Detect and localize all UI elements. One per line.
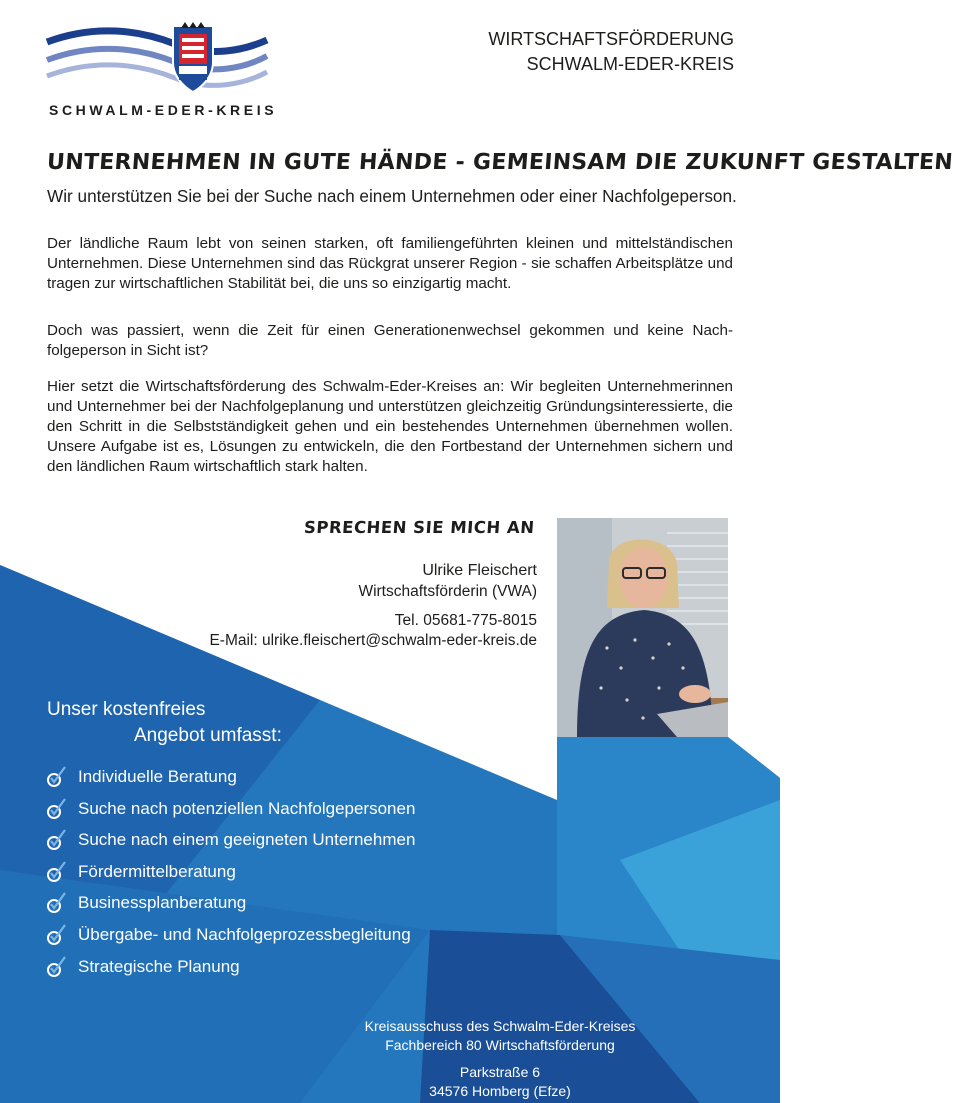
coat-of-arms-icon: [173, 22, 213, 92]
paragraph: Doch was passiert, wenn die Zeit für einen Generationenwechsel gekommen und keine Nachfolgeperson in Sicht ist?: [47, 322, 733, 359]
check-circle-icon: [45, 860, 67, 884]
logo: [45, 22, 278, 122]
list-item: [45, 889, 415, 921]
check-circle-icon: [45, 923, 67, 947]
list-item-label: Suche nach potenziellen Nachfolgepersonen: [78, 798, 416, 818]
offer-title-line2: Angebot umfasst:: [134, 725, 282, 746]
contact-role: Wirtschaftsförderin (VWA): [358, 583, 537, 600]
check-circle-icon: [45, 955, 67, 979]
org-name-line1: WIRTSCHAFTSFÖRDERUNG: [488, 29, 734, 49]
paragraph: Der ländliche Raum lebt von seinen starken, oft familiengeführten kleinen und mittelständischen Unternehmen. Diese Unternehmen sind das Rückgrat unserer Region - sie schaffen Arbeitsplätze und tragen zur wirtschaftlichen Stabilität bei, die uns so einzigartig macht.: [47, 235, 733, 292]
list-item-label: Strategische Planung: [78, 956, 240, 976]
check-circle-icon: [45, 797, 67, 821]
contact-email: E-Mail: ulrike.fleischert@schwalm-eder-kreis.de: [209, 632, 537, 649]
check-circle-icon: [45, 765, 67, 789]
contact-phone: Tel. 05681-775-8015: [394, 612, 537, 629]
list-item: [45, 795, 415, 827]
contact-photo: [557, 518, 728, 737]
list-item-label: Fördermittelberatung: [78, 861, 236, 881]
footer-address: [300, 1017, 700, 1101]
headline: UNTERNEHMEN IN GUTE HÄNDE - GEMEINSAM DIE ZUKUNFT GESTALTEN: [46, 150, 954, 175]
list-item-label: Übergabe- und Nachfolgeprozessbegleitung: [78, 924, 411, 944]
footer-line: Parkstraße 6: [459, 1064, 541, 1080]
list-item: [45, 763, 415, 795]
contact-block: [209, 561, 537, 651]
check-circle-icon: [45, 891, 67, 915]
offer-title: [47, 697, 282, 749]
footer-line: 34576 Homberg (Efze): [429, 1083, 571, 1099]
contact-name: Ulrike Fleischert: [422, 562, 537, 579]
footer-line: Fachbereich 80 Wirtschaftsförderung: [385, 1037, 615, 1053]
offer-list: [45, 763, 415, 984]
list-item: [45, 826, 415, 858]
list-item-label: Individuelle Beratung: [78, 767, 237, 786]
list-item-label: Businessplanberatung: [78, 893, 247, 913]
list-item: [45, 921, 415, 953]
list-item: [45, 858, 415, 890]
logo-waves-icon: [45, 22, 275, 100]
org-name-line2: SCHWALM-EDER-KREIS: [526, 54, 734, 74]
paragraph: Hier setzt die Wirtschaftsförderung des Schwalm-Eder-Kreises an: Wir begleiten Unternehmerinnen und Unternehmer bei der Nachfolgeplanung und unterstützen gleichzeitig Gründungsinteressierte, die den Schritt in die Selbstständigkeit gehen und ein bestehendes Unternehmen übernehmen wollen. Unsere Aufgabe ist es, Lösungen zu entwickeln, die den Fortbestand der Unternehmen sichern und den ländlichen Raum wirtschaftlich stark halten.: [47, 378, 733, 475]
check-circle-icon: [45, 828, 67, 852]
logo-text: SCHWALM-EDER-KREIS: [49, 102, 278, 118]
list-item-label: Suche nach einem geeigneten Unternehmen: [78, 830, 416, 850]
org-name: [488, 27, 734, 77]
footer-line: Kreisausschuss des Schwalm-Eder-Kreises: [364, 1018, 636, 1034]
list-item: [45, 953, 415, 985]
offer-title-line1: Unser kostenfreies: [47, 699, 206, 720]
contact-heading: SPRECHEN SIE MICH AN: [303, 518, 536, 537]
subline: Wir unterstützen Sie bei der Suche nach einem Unternehmen oder einer Nachfolgeperson.: [47, 186, 737, 206]
